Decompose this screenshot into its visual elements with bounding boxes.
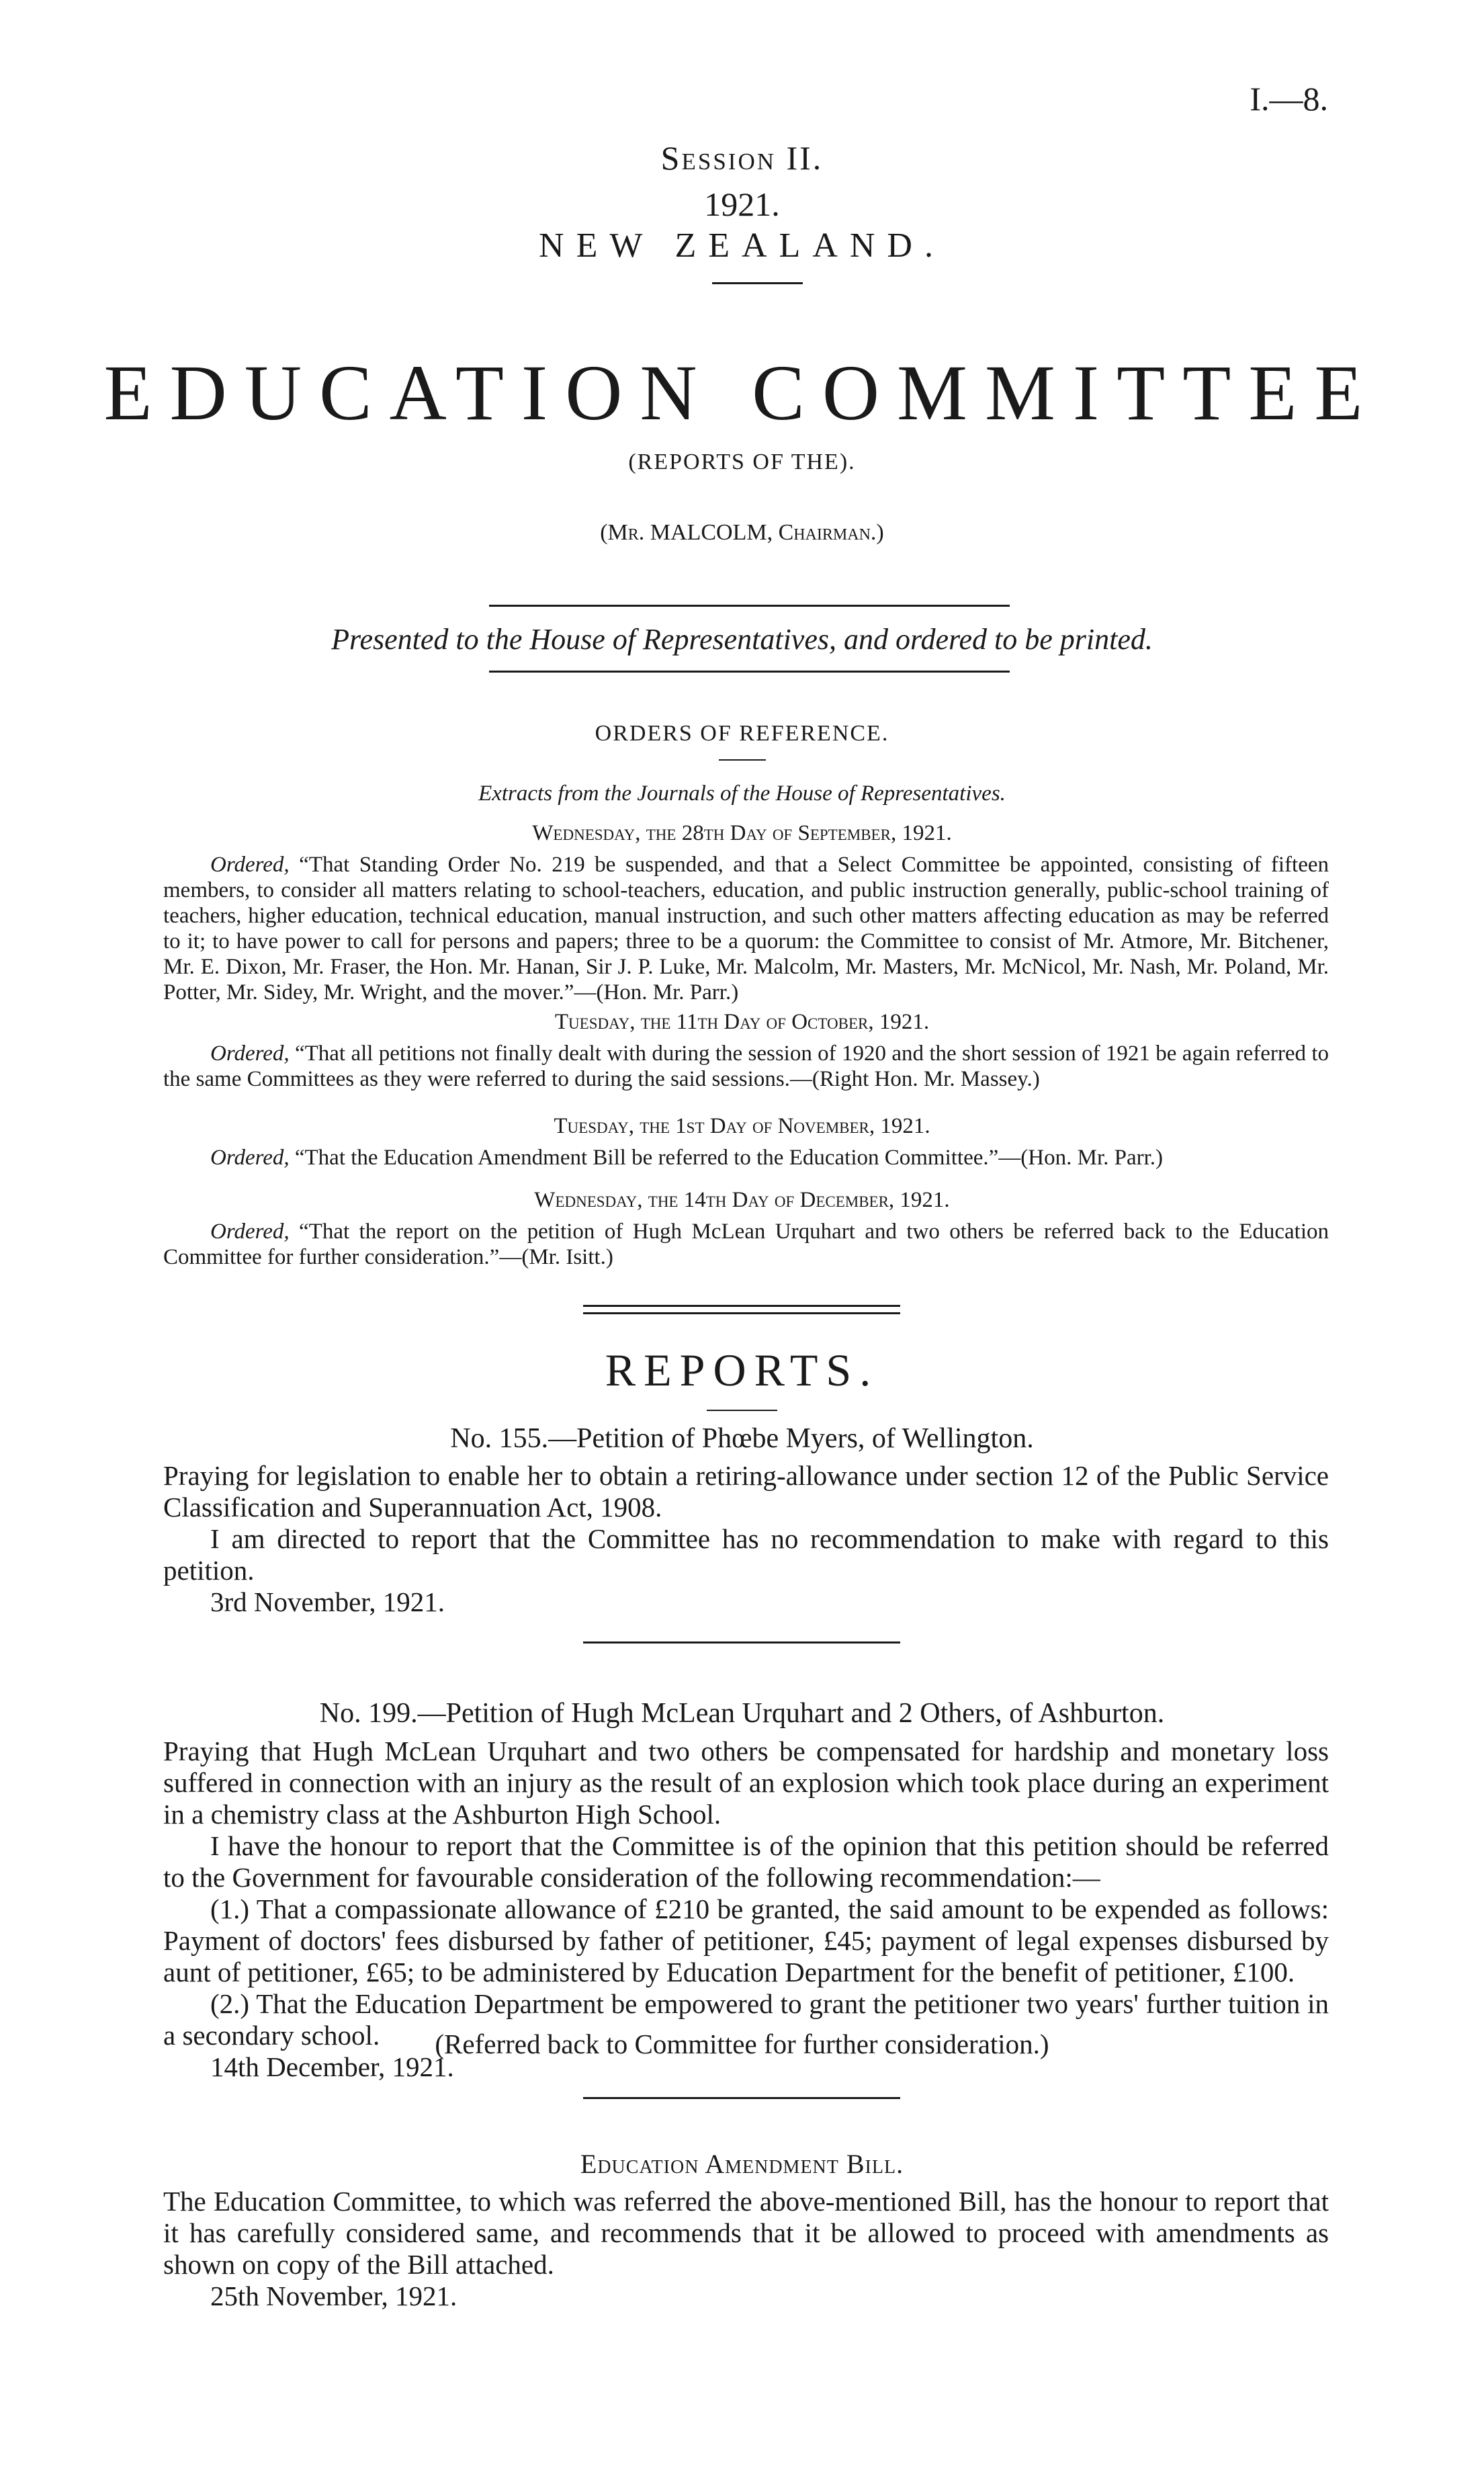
order-label-3: Ordered, bbox=[210, 1146, 290, 1170]
petition-155-body bbox=[163, 1460, 1329, 1618]
order-entry-2 bbox=[163, 1041, 1329, 1092]
extracts-line: Extracts from the Journals of the House of Representatives. bbox=[478, 781, 1006, 806]
reports-heading-rule bbox=[707, 1410, 777, 1411]
petition-155-report: I am directed to report that the Committee has no recommendation to make with regard to this petition. bbox=[163, 1523, 1329, 1586]
orders-heading-rule bbox=[719, 759, 766, 761]
presented-text: Presented to the House of Representatives, and ordered to be printed. bbox=[331, 623, 1153, 656]
bill-date: 25th November, 1921. bbox=[210, 2280, 457, 2311]
order-text-1: “That Standing Order No. 219 be suspended, and that a Select Committee be appointed, consisting of fifteen members, to consider all matters relating to school-teachers, education, and public instruction generally, public-school training of teachers, higher education, technical education, manual instruction, and such other matters affecting education as may be referred to it; to have power to call for persons and papers; three to be a quorum: the Committee to consist of Mr. Atmore, Mr. Bitchener, Mr. E. Dixon, Mr. Fraser, the Hon. Mr. Hanan, Sir J. P. Luke, Mr. Malcolm, Mr. Masters, Mr. McNicol, Mr. Nash, Mr. Poland, Mr. Potter, Mr. Sidey, Mr. Wright, and the mover.”—(Hon. Mr. Parr.) bbox=[163, 853, 1329, 1005]
order-date-4: Wednesday, the 14th Day of December, 1921. bbox=[534, 1188, 950, 1212]
document-title: EDUCATION COMMITTEE bbox=[103, 349, 1381, 437]
order-text-3: “That the Education Amendment Bill be referred to the Education Committee.”—(Hon. Mr. Parr.) bbox=[294, 1146, 1164, 1170]
petition-199-rule bbox=[583, 2097, 900, 2099]
order-date-3: Tuesday, the 1st Day of November, 1921. bbox=[554, 1114, 930, 1138]
reports-heading: REPORTS. bbox=[605, 1344, 879, 1396]
orders-heading: ORDERS OF REFERENCE. bbox=[595, 721, 889, 746]
order-entry-3 bbox=[163, 1145, 1329, 1170]
order-entry-1 bbox=[163, 852, 1329, 1005]
bill-text: The Education Committee, to which was referred the above-mentioned Bill, has the honour to report that it has carefully considered same, and recommends that it be allowed to proceed with amendments as shown on copy of the Bill attached. bbox=[163, 2186, 1329, 2280]
chairman-label: (Mr. MALCOLM, Chairman.) bbox=[600, 520, 884, 545]
year-label: 1921. bbox=[704, 185, 780, 223]
petition-199-praying: Praying that Hugh McLean Urquhart and two others be compensated for hardship and monetary loss suffered in connection with an injury as the result of an explosion which took place during an experiment in a chemistry class at the Ashburton High School. bbox=[163, 1736, 1329, 1830]
orders-double-rule-top bbox=[583, 1305, 900, 1307]
petition-155-praying: Praying for legislation to enable her to obtain a retiring-allowance under section 12 of the Public Service Classification and Superannuation Act, 1908. bbox=[163, 1460, 1329, 1523]
petition-199-item-2: (2.) That the Education Department be empowered to grant the petitioner two years' further tuition in a secondary school. bbox=[163, 1988, 1329, 2051]
order-label-4: Ordered, bbox=[210, 1220, 290, 1244]
order-text-4: “That the report on the petition of Hugh McLean Urquhart and two others be referred back to the Education Committee for further consideration.”—(Mr. Isitt.) bbox=[163, 1220, 1329, 1269]
presented-top-rule bbox=[489, 605, 1010, 607]
order-date-1: Wednesday, the 28th Day of September, 1921. bbox=[532, 821, 952, 845]
order-date-2: Tuesday, the 11th Day of October, 1921. bbox=[554, 1010, 930, 1034]
order-label-1: Ordered, bbox=[210, 853, 290, 877]
order-text-2: “That all petitions not finally dealt with during the session of 1920 and the short session of 1921 be again referred to the same Committees as they were referred to during the said sessions.—(Right Hon. Mr. Massey.) bbox=[163, 1041, 1329, 1091]
presented-bottom-rule bbox=[489, 671, 1010, 673]
petition-155-title: No. 155.—Petition of Phœbe Myers, of Wellington. bbox=[450, 1423, 1034, 1454]
presented-line bbox=[0, 622, 1484, 656]
session-label: Session II. bbox=[660, 139, 824, 177]
petition-199-note: (Referred back to Committee for further consideration.) bbox=[435, 2029, 1049, 2059]
petition-199-date: 14th December, 1921. bbox=[210, 2051, 454, 2082]
petition-155-date: 3rd November, 1921. bbox=[210, 1586, 445, 1617]
petition-155-rule bbox=[583, 1641, 900, 1643]
document-subtitle: (REPORTS OF THE). bbox=[628, 450, 856, 474]
bill-body bbox=[163, 2186, 1329, 2312]
order-label-2: Ordered, bbox=[210, 1041, 290, 1066]
bill-title: Education Amendment Bill. bbox=[580, 2149, 904, 2179]
country-label: NEW ZEALAND. bbox=[539, 226, 945, 265]
petition-199-report: I have the honour to report that the Committee is of the opinion that this petition should be referred to the Government for favourable consideration of the following recommendation:— bbox=[163, 1830, 1329, 1893]
page-reference: I.—8. bbox=[1250, 80, 1328, 118]
petition-199-title: No. 199.—Petition of Hugh McLean Urquhart and 2 Others, of Ashburton. bbox=[319, 1698, 1165, 1729]
orders-double-rule-bottom bbox=[583, 1312, 900, 1314]
header-short-rule bbox=[712, 282, 803, 284]
petition-199-item-1: (1.) That a compassionate allowance of £210 be granted, the said amount to be expended as follows: Payment of doctors' fees disbursed by father of petitioner, £45; payment of legal expenses disbursed by aunt of petitioner, £65; to be administered by Education Department for the benefit of petitioner, £100. bbox=[163, 1893, 1329, 1988]
order-entry-4 bbox=[163, 1219, 1329, 1270]
